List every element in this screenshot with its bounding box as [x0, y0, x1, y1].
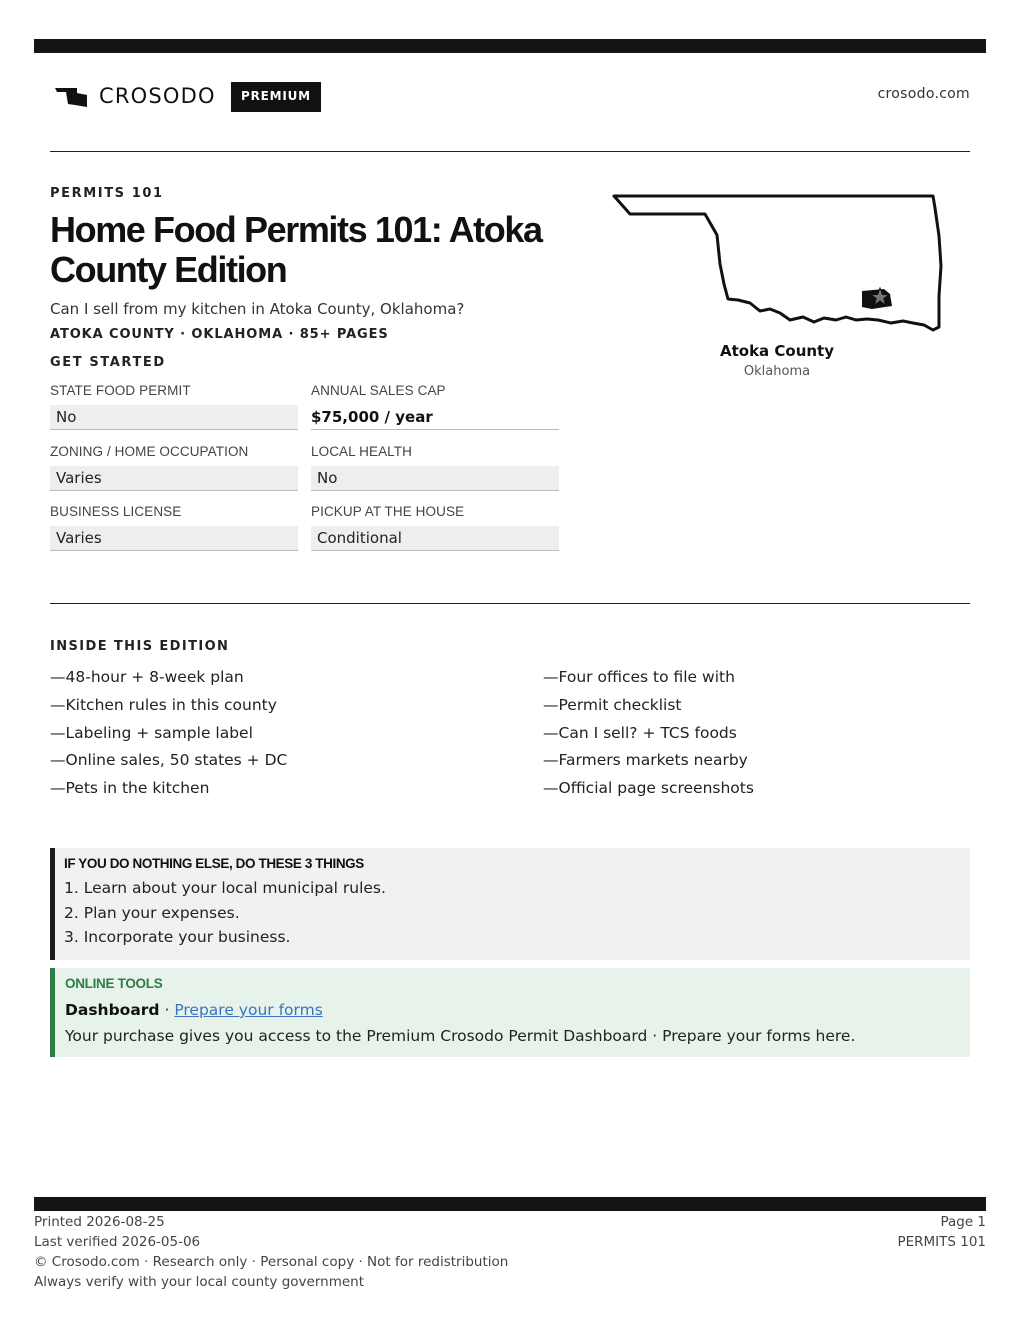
prepare-forms-link[interactable]: Prepare your forms — [174, 1001, 323, 1019]
field-label: LOCAL HEALTH — [311, 444, 412, 459]
map-county-label: Atoka County — [719, 342, 835, 360]
printed-date: Printed 2026-08-25 — [34, 1214, 165, 1230]
toc-left-column — [50, 665, 287, 804]
oklahoma-map — [610, 190, 945, 335]
field-value: No — [50, 405, 298, 430]
field-zoning — [50, 444, 298, 491]
field-state-food-permit — [50, 383, 298, 430]
toc-item[interactable]: —Farmers markets nearby — [543, 751, 748, 770]
toc-item[interactable]: —Kitchen rules in this county — [50, 695, 277, 714]
header-divider — [50, 151, 970, 152]
callout-item: 3. Incorporate your business. — [64, 928, 291, 946]
footer-section: PERMITS 101 — [897, 1234, 986, 1250]
field-value: $75,000 / year — [311, 405, 559, 430]
page-number: Page 1 — [940, 1214, 986, 1230]
edition-meta: ATOKA COUNTY · OKLAHOMA · 85+ PAGES — [50, 327, 389, 342]
footer-left — [34, 1212, 508, 1292]
field-value: Varies — [50, 526, 298, 551]
field-label: STATE FOOD PERMIT — [50, 383, 191, 398]
header — [50, 82, 970, 112]
top-three-callout — [50, 848, 970, 960]
premium-badge: PREMIUM — [231, 82, 321, 112]
field-value: Conditional — [311, 526, 559, 551]
field-value: No — [311, 466, 559, 491]
subtitle: Can I sell from my kitchen in Atoka County, Oklahoma? — [50, 300, 465, 318]
online-tools-panel — [50, 968, 970, 1057]
field-label: PICKUP AT THE HOUSE — [311, 504, 465, 519]
field-business-license — [50, 504, 298, 551]
tools-heading: ONLINE TOOLS — [65, 976, 163, 991]
brand-name[interactable]: CROSODO — [99, 84, 216, 108]
footer-right — [897, 1212, 986, 1252]
site-url[interactable]: crosodo.com — [877, 86, 970, 102]
toc-heading: INSIDE THIS EDITION — [50, 639, 230, 654]
toc-item[interactable]: —48-hour + 8-week plan — [50, 668, 244, 686]
top-bar — [34, 39, 986, 53]
field-local-health — [311, 444, 559, 491]
verify-notice: Always verify with your local county government — [34, 1274, 364, 1290]
page-title: Home Food Permits 101: Atoka County Edition — [50, 209, 542, 290]
toc-item[interactable]: —Pets in the kitchen — [50, 779, 210, 798]
tools-description: Your purchase gives you access to the Premium Crosodo Permit Dashboard · Prepare your forms here. — [65, 1027, 856, 1045]
kicker: PERMITS 101 — [50, 186, 164, 201]
field-label: ZONING / HOME OCCUPATION — [50, 444, 249, 459]
toc-item[interactable]: —Permit checklist — [543, 695, 682, 714]
tools-dashboard-line — [65, 999, 970, 1025]
field-label: BUSINESS LICENSE — [50, 504, 182, 519]
field-label: ANNUAL SALES CAP — [311, 383, 446, 398]
field-pickup — [311, 504, 559, 551]
callout-heading: IF YOU DO NOTHING ELSE, DO THESE 3 THINGS — [64, 856, 364, 871]
toc-item[interactable]: —Four offices to file with — [543, 668, 735, 686]
callout-item: 2. Plan your expenses. — [64, 903, 240, 922]
toc-item[interactable]: —Official page screenshots — [543, 779, 754, 798]
separator: · — [159, 1001, 175, 1019]
section-divider — [50, 603, 970, 604]
get-started-label: GET STARTED — [50, 355, 166, 370]
callout-item: 1. Learn about your local municipal rules. — [64, 879, 386, 897]
toc-item[interactable]: —Online sales, 50 states + DC — [50, 751, 288, 770]
dashboard-label: Dashboard — [65, 1001, 160, 1019]
callout-list — [64, 877, 970, 951]
field-value: Varies — [50, 466, 298, 491]
oklahoma-outline — [614, 196, 941, 330]
bottom-bar — [34, 1197, 986, 1211]
verified-date: Last verified 2026-05-06 — [34, 1234, 201, 1250]
copyright: © Crosodo.com · Research only · Personal copy · Not for redistribution — [34, 1254, 509, 1270]
oklahoma-state-icon — [54, 86, 88, 108]
toc-right-column — [543, 665, 754, 804]
toc-item[interactable]: —Labeling + sample label — [50, 723, 253, 742]
field-annual-sales-cap — [311, 383, 559, 430]
toc-item[interactable]: —Can I sell? + TCS foods — [543, 723, 737, 742]
map-state-label: Oklahoma — [743, 364, 811, 379]
